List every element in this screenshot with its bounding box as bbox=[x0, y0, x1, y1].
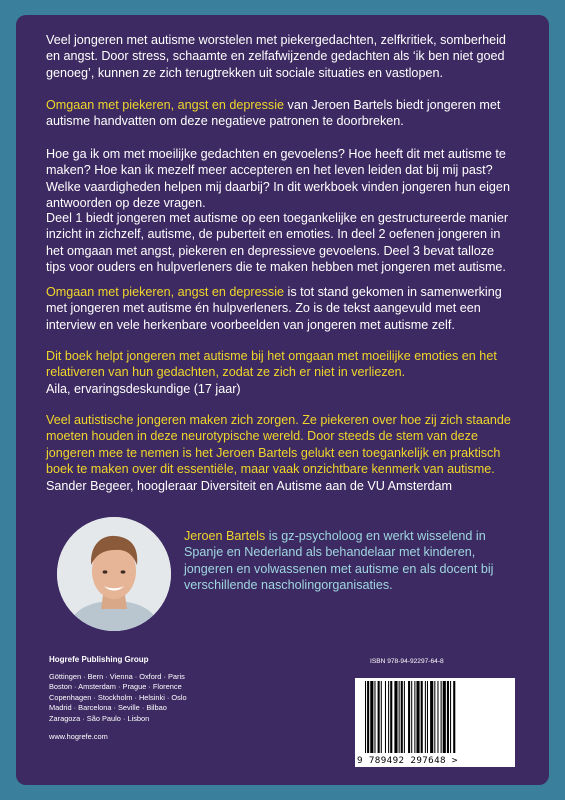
barcode-bar bbox=[401, 681, 403, 753]
author-bio-text: is gz-psycholoog en werkt wisselend in Spanje en Nederland als behandelaar met kinderen, jongeren en volwassenen met autisme en als docent bij verschillende nascholingorganisaties. bbox=[184, 529, 494, 593]
barcode-bar bbox=[437, 681, 438, 753]
barcode-bar bbox=[414, 681, 415, 753]
barcode-bar bbox=[408, 681, 410, 753]
city-line: Göttingen · Bern · Vienna · Oxford · Paris bbox=[49, 672, 185, 681]
barcode-bar bbox=[385, 681, 386, 753]
questions-paragraph: Hoe ga ik om met moeilijke gedachten en gevoelens? Hoe heeft dit met autisme te maken? Hoe kan ik mezelf meer accepteren en het leven leiden dat bij mij past? Welke vaardigheden helpen mij daarbij? In dit werkboek vinden jongeren hun eigen antwoorden op deze vragen. bbox=[46, 147, 510, 211]
publisher-block bbox=[49, 655, 187, 741]
book-intro-paragraph bbox=[46, 97, 516, 130]
barcode-bar bbox=[394, 681, 397, 753]
barcode-bar bbox=[443, 681, 446, 753]
barcode-bar bbox=[425, 681, 426, 753]
barcode-bar bbox=[381, 681, 382, 753]
book-title-highlight-2: Omgaan met piekeren, angst en depressie bbox=[46, 285, 285, 299]
isbn-barcode bbox=[355, 678, 515, 767]
barcode-bar bbox=[378, 681, 380, 753]
book-intro-text: van Jeroen Bartels biedt jongeren met autisme handvatten om deze negatieve patronen te doorbreken. bbox=[46, 98, 501, 129]
author-name: Jeroen Bartels bbox=[184, 529, 266, 543]
publisher-cities bbox=[49, 672, 187, 724]
city-line: Madrid · Barcelona · Seville · Bilbao bbox=[49, 703, 167, 713]
quote-text: Veel autistische jongeren maken zich zorgen. Ze piekeren over hoe zij zich staande moeten houden in deze neurotypische wereld. Door steeds de stem van deze jongeren mee te nemen is het Jeroen Bartels gelukt een toegankelijk en praktisch boek te maken over dit essentiële, maar vaak onzichtbare kenmerk van autisme. bbox=[46, 413, 511, 477]
quote-aila bbox=[46, 348, 516, 397]
barcode-bar bbox=[430, 681, 433, 753]
author-bio bbox=[184, 528, 524, 594]
barcode-bar bbox=[374, 681, 375, 753]
collaboration-paragraph bbox=[46, 284, 516, 333]
barcode-bar bbox=[370, 681, 373, 753]
barcode-bar bbox=[399, 681, 400, 753]
quote-author: Sander Begeer, hoogleraar Diversiteit en Autisme aan de VU Amsterdam bbox=[46, 478, 453, 493]
barcode-bar bbox=[427, 681, 428, 753]
barcode-digits: 9 789492 297648 > bbox=[357, 755, 458, 766]
city-line: Boston · Amsterdam · Prague · Florence bbox=[49, 682, 182, 692]
intro-paragraph: Veel jongeren met autisme worstelen met piekergedachten, zelfkritiek, somberheid en angst. Door stress, schaamte en zelfafwijzende gedachten als ‘ik ben niet goed genoeg’, kunnen ze zich terugtrekken uit sociale situaties en vastlopen. bbox=[46, 33, 506, 80]
quote-author: Aila, ervaringsdeskundige (17 jaar) bbox=[46, 381, 241, 396]
barcode-bar bbox=[441, 681, 442, 753]
barcode-bar bbox=[421, 681, 423, 753]
barcode-bar bbox=[404, 681, 405, 753]
barcode-bar bbox=[390, 681, 392, 753]
barcode-bar bbox=[416, 681, 419, 753]
barcode-bar bbox=[365, 681, 366, 753]
barcode-bar bbox=[450, 681, 451, 753]
quote-begeer bbox=[46, 412, 516, 494]
book-title-highlight: Omgaan met piekeren, angst en depressie bbox=[46, 98, 285, 112]
barcode-bar bbox=[447, 681, 449, 753]
publisher-website: www.hogrefe.com bbox=[49, 732, 108, 742]
barcode-bar bbox=[434, 681, 435, 753]
parts-paragraph: Deel 1 biedt jongeren met autisme op een toegankelijke en gestructureerde manier inzicht in zichzelf, autisme, de puberteit en emoties. In deel 2 oefenen jongeren in het omgaan met angst, piekeren en depressieve gevoelens. Deel 3 bevat talloze tips voor ouders en hulpverleners die te maken hebben met jongeren met autisme. bbox=[46, 211, 509, 275]
city-line: Copenhagen · Stockholm · Helsinki · Oslo bbox=[49, 692, 187, 702]
barcode-bar bbox=[367, 681, 369, 753]
barcode-bar bbox=[388, 681, 389, 753]
barcode-bar bbox=[411, 681, 412, 753]
collaboration-text: is tot stand gekomen in samenwerking met jongeren met autisme én hulpverleners. Zo is de tekst aangevuld met een interview en vele herkenbare voorbeelden van jongeren met autisme zelf. bbox=[46, 285, 502, 332]
barcode-bar bbox=[453, 681, 455, 753]
barcode-bars bbox=[355, 678, 515, 754]
publisher-name: Hogrefe Publishing Group bbox=[49, 655, 149, 664]
isbn-label: ISBN 978-94-92297-64-8 bbox=[370, 658, 444, 665]
city-line: Zaragoza · São Paulo · Lisbon bbox=[49, 713, 150, 723]
quote-text: Dit boek helpt jongeren met autisme bij het omgaan met moeilijke emoties en het relativeren van hun gedachten, zodat ze zich er niet in verliezen. bbox=[46, 349, 497, 380]
author-photo bbox=[57, 517, 171, 631]
